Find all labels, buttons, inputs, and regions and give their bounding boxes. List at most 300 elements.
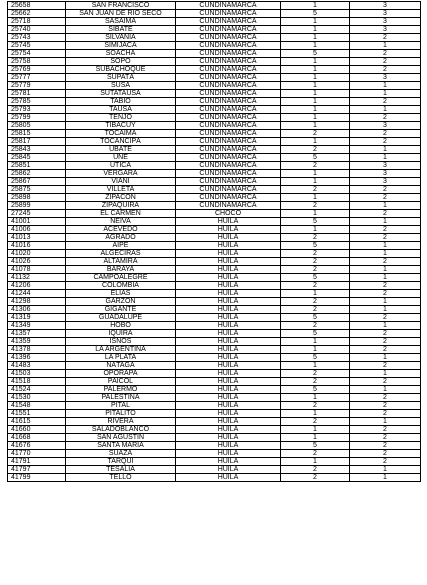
group-cell: 3 <box>350 122 421 130</box>
department-cell: HUILA <box>176 234 281 242</box>
group-cell: 2 <box>350 194 421 202</box>
category-cell: 2 <box>281 450 350 458</box>
municipality-code-cell: 41551 <box>8 410 66 418</box>
municipality-name-cell: VERGARA <box>66 170 176 178</box>
municipality-code-cell: 25658 <box>8 2 66 10</box>
municipality-code-cell: 41396 <box>8 354 66 362</box>
municipality-code-cell: 25817 <box>8 138 66 146</box>
table-row <box>8 106 421 114</box>
municipality-name-cell: SASAIMA <box>66 18 176 26</box>
municipality-code-cell: 41206 <box>8 282 66 290</box>
group-cell: 1 <box>350 474 421 482</box>
group-cell: 1 <box>350 250 421 258</box>
municipality-name-cell: PALERMO <box>66 386 176 394</box>
municipality-name-cell: TABIO <box>66 98 176 106</box>
department-cell: HUILA <box>176 362 281 370</box>
municipality-code-cell: 41349 <box>8 322 66 330</box>
department-cell: HUILA <box>176 474 281 482</box>
group-cell: 1 <box>350 370 421 378</box>
category-cell: 2 <box>281 130 350 138</box>
municipality-name-cell: ELÍAS <box>66 290 176 298</box>
municipality-name-cell: HOBO <box>66 322 176 330</box>
category-cell: 2 <box>281 162 350 170</box>
municipality-code-cell: 41791 <box>8 458 66 466</box>
category-cell: 5 <box>281 10 350 18</box>
municipality-name-cell: SALADOBLANCO <box>66 426 176 434</box>
municipality-name-cell: SUSA <box>66 82 176 90</box>
table-row <box>8 66 421 74</box>
group-cell: 3 <box>350 10 421 18</box>
table-row <box>8 226 421 234</box>
table-row <box>8 82 421 90</box>
group-cell: 1 <box>350 218 421 226</box>
table-row <box>8 194 421 202</box>
department-cell: HUILA <box>176 330 281 338</box>
municipality-code-cell: 41020 <box>8 250 66 258</box>
municipality-code-cell: 27245 <box>8 210 66 218</box>
municipality-name-cell: ACEVEDO <box>66 226 176 234</box>
department-cell: HUILA <box>176 298 281 306</box>
municipality-name-cell: ALGECIRAS <box>66 250 176 258</box>
municipality-code-cell: 41518 <box>8 378 66 386</box>
group-cell: 1 <box>350 106 421 114</box>
category-cell: 2 <box>281 402 350 410</box>
department-cell: CUNDINAMARCA <box>176 42 281 50</box>
table-row <box>8 290 421 298</box>
group-cell: 2 <box>350 138 421 146</box>
table-row <box>8 90 421 98</box>
municipality-code-cell: 41244 <box>8 290 66 298</box>
group-cell: 2 <box>350 314 421 322</box>
municipality-code-cell: 25781 <box>8 90 66 98</box>
department-cell: CUNDINAMARCA <box>176 130 281 138</box>
table-row <box>8 186 421 194</box>
municipality-code-cell: 25769 <box>8 66 66 74</box>
municipality-name-cell: LA PLATA <box>66 354 176 362</box>
category-cell: 1 <box>281 362 350 370</box>
category-cell: 1 <box>281 122 350 130</box>
group-cell: 3 <box>350 18 421 26</box>
municipality-code-cell: 25875 <box>8 186 66 194</box>
municipality-name-cell: SIBATÉ <box>66 26 176 34</box>
category-cell: 5 <box>281 314 350 322</box>
department-cell: CUNDINAMARCA <box>176 106 281 114</box>
table-row <box>8 274 421 282</box>
category-cell: 2 <box>281 474 350 482</box>
department-cell: HUILA <box>176 218 281 226</box>
category-cell: 2 <box>281 282 350 290</box>
table-row <box>8 426 421 434</box>
table-row <box>8 58 421 66</box>
table-row <box>8 162 421 170</box>
municipality-name-cell: PITALITO <box>66 410 176 418</box>
department-cell: CUNDINAMARCA <box>176 122 281 130</box>
department-cell: CUNDINAMARCA <box>176 98 281 106</box>
category-cell: 2 <box>281 418 350 426</box>
municipality-name-cell: ZIPAQUIRÁ <box>66 202 176 210</box>
group-cell: 3 <box>350 178 421 186</box>
municipality-name-cell: TENJO <box>66 114 176 122</box>
municipality-code-cell: 25777 <box>8 74 66 82</box>
group-cell: 2 <box>350 434 421 442</box>
category-cell: 1 <box>281 2 350 10</box>
table-row <box>8 26 421 34</box>
municipality-code-cell: 25843 <box>8 146 66 154</box>
group-cell: 2 <box>350 50 421 58</box>
department-cell: HUILA <box>176 394 281 402</box>
municipality-code-cell: 41319 <box>8 314 66 322</box>
municipality-code-cell: 41799 <box>8 474 66 482</box>
table-row <box>8 34 421 42</box>
group-cell: 1 <box>350 274 421 282</box>
department-cell: CHOCÓ <box>176 210 281 218</box>
group-cell: 1 <box>350 386 421 394</box>
category-cell: 1 <box>281 18 350 26</box>
group-cell: 2 <box>350 258 421 266</box>
group-cell: 1 <box>350 242 421 250</box>
municipality-name-cell: PALESTINA <box>66 394 176 402</box>
category-cell: 1 <box>281 178 350 186</box>
municipality-code-cell: 25718 <box>8 18 66 26</box>
table-row <box>8 242 421 250</box>
table-row <box>8 386 421 394</box>
table-row <box>8 122 421 130</box>
municipality-name-cell: TIBACUY <box>66 122 176 130</box>
municipality-code-cell: 41530 <box>8 394 66 402</box>
municipality-code-cell: 41298 <box>8 298 66 306</box>
municipality-name-cell: RIVERA <box>66 418 176 426</box>
municipality-code-cell: 25740 <box>8 26 66 34</box>
municipality-code-cell: 25754 <box>8 50 66 58</box>
table-row <box>8 466 421 474</box>
table-row <box>8 178 421 186</box>
category-cell: 2 <box>281 322 350 330</box>
category-cell: 1 <box>281 290 350 298</box>
municipality-code-cell: 25845 <box>8 154 66 162</box>
municipality-code-cell: 41001 <box>8 218 66 226</box>
municipality-code-cell: 41503 <box>8 370 66 378</box>
category-cell: 5 <box>281 50 350 58</box>
department-cell: CUNDINAMARCA <box>176 138 281 146</box>
category-cell: 1 <box>281 66 350 74</box>
municipality-name-cell: TAUSA <box>66 106 176 114</box>
municipality-code-cell: 41016 <box>8 242 66 250</box>
category-cell: 1 <box>281 170 350 178</box>
department-cell: HUILA <box>176 458 281 466</box>
municipality-name-cell: PITAL <box>66 402 176 410</box>
municipality-name-cell: SOACHA <box>66 50 176 58</box>
department-cell: HUILA <box>176 410 281 418</box>
department-cell: HUILA <box>176 354 281 362</box>
table-row <box>8 282 421 290</box>
department-cell: HUILA <box>176 242 281 250</box>
table-row <box>8 354 421 362</box>
table-row <box>8 410 421 418</box>
table-row <box>8 346 421 354</box>
table-row <box>8 338 421 346</box>
table-row <box>8 442 421 450</box>
department-cell: CUNDINAMARCA <box>176 202 281 210</box>
group-cell: 3 <box>350 162 421 170</box>
table-row <box>8 266 421 274</box>
table-row <box>8 250 421 258</box>
table-row <box>8 98 421 106</box>
group-cell: 3 <box>350 170 421 178</box>
municipality-code-cell: 25758 <box>8 58 66 66</box>
category-cell: 1 <box>281 82 350 90</box>
group-cell: 1 <box>350 154 421 162</box>
department-cell: HUILA <box>176 266 281 274</box>
municipality-code-cell: 41770 <box>8 450 66 458</box>
municipality-name-cell: SIMIJACA <box>66 42 176 50</box>
table-row <box>8 298 421 306</box>
category-cell: 1 <box>281 458 350 466</box>
municipality-code-cell: 41359 <box>8 338 66 346</box>
group-cell: 2 <box>350 426 421 434</box>
municipality-code-cell: 25743 <box>8 34 66 42</box>
municipality-name-cell: ISNOS <box>66 338 176 346</box>
municipality-name-cell: SAN JUAN DE RÍO SECO <box>66 10 176 18</box>
category-cell: 1 <box>281 434 350 442</box>
department-cell: CUNDINAMARCA <box>176 170 281 178</box>
municipality-code-cell: 41378 <box>8 346 66 354</box>
municipality-code-cell: 41026 <box>8 258 66 266</box>
municipality-code-cell: 41797 <box>8 466 66 474</box>
table-row <box>8 210 421 218</box>
municipality-name-cell: GUADALUPE <box>66 314 176 322</box>
municipality-code-cell: 41668 <box>8 434 66 442</box>
municipality-name-cell: PAICOL <box>66 378 176 386</box>
municipality-code-cell: 25851 <box>8 162 66 170</box>
category-cell: 2 <box>281 250 350 258</box>
municipality-code-cell: 25805 <box>8 122 66 130</box>
table-row <box>8 10 421 18</box>
department-cell: HUILA <box>176 378 281 386</box>
municipality-name-cell: AIPE <box>66 242 176 250</box>
municipality-name-cell: SANTA MARÍA <box>66 442 176 450</box>
table-row <box>8 330 421 338</box>
group-cell: 3 <box>350 2 421 10</box>
department-cell: HUILA <box>176 250 281 258</box>
table-row <box>8 42 421 50</box>
table-row <box>8 202 421 210</box>
municipality-name-cell: SAN FRANCISCO <box>66 2 176 10</box>
municipality-code-cell: 41078 <box>8 266 66 274</box>
department-cell: CUNDINAMARCA <box>176 26 281 34</box>
department-cell: CUNDINAMARCA <box>176 34 281 42</box>
group-cell: 1 <box>350 322 421 330</box>
group-cell: 1 <box>350 146 421 154</box>
municipality-name-cell: SUPATÁ <box>66 74 176 82</box>
category-cell: 1 <box>281 106 350 114</box>
table-row <box>8 170 421 178</box>
category-cell: 1 <box>281 42 350 50</box>
department-cell: CUNDINAMARCA <box>176 146 281 154</box>
group-cell: 3 <box>350 74 421 82</box>
department-cell: HUILA <box>176 434 281 442</box>
table-row <box>8 18 421 26</box>
category-cell: 2 <box>281 298 350 306</box>
category-cell: 2 <box>281 466 350 474</box>
department-cell: HUILA <box>176 282 281 290</box>
municipality-name-cell: VIANÍ <box>66 178 176 186</box>
category-cell: 1 <box>281 34 350 42</box>
group-cell: 2 <box>350 234 421 242</box>
municipality-code-cell: 41524 <box>8 386 66 394</box>
group-cell: 1 <box>350 202 421 210</box>
group-cell: 3 <box>350 26 421 34</box>
municipality-name-cell: SILVANIA <box>66 34 176 42</box>
group-cell: 2 <box>350 186 421 194</box>
category-cell: 2 <box>281 306 350 314</box>
department-cell: HUILA <box>176 306 281 314</box>
category-cell: 1 <box>281 26 350 34</box>
municipality-code-cell: 41548 <box>8 402 66 410</box>
department-cell: CUNDINAMARCA <box>176 58 281 66</box>
department-cell: CUNDINAMARCA <box>176 186 281 194</box>
table-row <box>8 450 421 458</box>
table-row <box>8 50 421 58</box>
municipality-code-cell: 25662 <box>8 10 66 18</box>
table-row <box>8 146 421 154</box>
group-cell: 2 <box>350 34 421 42</box>
table-row <box>8 378 421 386</box>
municipality-name-cell: SUBACHOQUE <box>66 66 176 74</box>
municipality-name-cell: TELLO <box>66 474 176 482</box>
department-cell: HUILA <box>176 338 281 346</box>
category-cell: 1 <box>281 210 350 218</box>
group-cell: 1 <box>350 298 421 306</box>
table-row <box>8 114 421 122</box>
table-row <box>8 138 421 146</box>
group-cell: 2 <box>350 402 421 410</box>
group-cell: 2 <box>350 290 421 298</box>
group-cell: 2 <box>350 394 421 402</box>
category-cell: 5 <box>281 386 350 394</box>
category-cell: 5 <box>281 242 350 250</box>
municipality-name-cell: ÚTICA <box>66 162 176 170</box>
municipality-name-cell: TARQUI <box>66 458 176 466</box>
category-cell: 5 <box>281 354 350 362</box>
group-cell: 2 <box>350 362 421 370</box>
group-cell: 2 <box>350 66 421 74</box>
municipality-code-cell: 25779 <box>8 82 66 90</box>
table-row <box>8 458 421 466</box>
municipality-name-cell: UNE <box>66 154 176 162</box>
category-cell: 1 <box>281 98 350 106</box>
category-cell: 1 <box>281 90 350 98</box>
category-cell: 2 <box>281 266 350 274</box>
municipality-name-cell: NEIVA <box>66 218 176 226</box>
category-cell: 5 <box>281 442 350 450</box>
table-row <box>8 218 421 226</box>
municipality-name-cell: AGRADO <box>66 234 176 242</box>
category-cell: 1 <box>281 194 350 202</box>
category-cell: 5 <box>281 154 350 162</box>
category-cell: 1 <box>281 394 350 402</box>
table-row <box>8 370 421 378</box>
category-cell: 1 <box>281 226 350 234</box>
municipality-name-cell: VILLETA <box>66 186 176 194</box>
category-cell: 2 <box>281 370 350 378</box>
category-cell: 2 <box>281 234 350 242</box>
municipality-code-cell: 41013 <box>8 234 66 242</box>
table-row <box>8 258 421 266</box>
municipality-name-cell: TESALIA <box>66 466 176 474</box>
department-cell: HUILA <box>176 322 281 330</box>
municipality-code-cell: 25785 <box>8 98 66 106</box>
municipality-code-cell: 41006 <box>8 226 66 234</box>
department-cell: CUNDINAMARCA <box>176 2 281 10</box>
municipality-name-cell: SUAZA <box>66 450 176 458</box>
group-cell: 1 <box>350 354 421 362</box>
municipality-name-cell: SAN AGUSTÍN <box>66 434 176 442</box>
municipality-code-cell: 41357 <box>8 330 66 338</box>
group-cell: 2 <box>350 410 421 418</box>
municipality-name-cell: SOPÓ <box>66 58 176 66</box>
group-cell: 2 <box>350 210 421 218</box>
municipality-name-cell: CAMPOALEGRE <box>66 274 176 282</box>
municipality-code-cell: 25815 <box>8 130 66 138</box>
department-cell: CUNDINAMARCA <box>176 74 281 82</box>
department-cell: HUILA <box>176 226 281 234</box>
municipality-name-cell: COLOMBIA <box>66 282 176 290</box>
table-row <box>8 474 421 482</box>
group-cell: 2 <box>350 458 421 466</box>
municipality-code-cell: 41132 <box>8 274 66 282</box>
table-row <box>8 418 421 426</box>
category-cell: 1 <box>281 410 350 418</box>
table-row <box>8 402 421 410</box>
category-cell: 5 <box>281 218 350 226</box>
department-cell: HUILA <box>176 466 281 474</box>
municipality-name-cell: ZIPACÓN <box>66 194 176 202</box>
department-cell: CUNDINAMARCA <box>176 162 281 170</box>
group-cell: 2 <box>350 330 421 338</box>
category-cell: 1 <box>281 114 350 122</box>
department-cell: CUNDINAMARCA <box>176 90 281 98</box>
group-cell: 2 <box>350 346 421 354</box>
department-cell: HUILA <box>176 402 281 410</box>
municipality-name-cell: EL CARMEN <box>66 210 176 218</box>
municipality-code-cell: 41306 <box>8 306 66 314</box>
table-row <box>8 362 421 370</box>
group-cell: 1 <box>350 266 421 274</box>
department-cell: HUILA <box>176 258 281 266</box>
department-cell: CUNDINAMARCA <box>176 194 281 202</box>
category-cell: 5 <box>281 330 350 338</box>
department-cell: HUILA <box>176 370 281 378</box>
table-row <box>8 154 421 162</box>
municipality-name-cell: NÁTAGA <box>66 362 176 370</box>
department-cell: HUILA <box>176 346 281 354</box>
category-cell: 1 <box>281 338 350 346</box>
table-row <box>8 2 421 10</box>
group-cell: 2 <box>350 378 421 386</box>
municipality-code-cell: 25898 <box>8 194 66 202</box>
category-cell: 5 <box>281 274 350 282</box>
category-cell: 1 <box>281 58 350 66</box>
municipality-code-cell: 25862 <box>8 170 66 178</box>
municipality-name-cell: TOCANCIPÁ <box>66 138 176 146</box>
department-cell: HUILA <box>176 426 281 434</box>
department-cell: CUNDINAMARCA <box>176 66 281 74</box>
table-row <box>8 394 421 402</box>
group-cell: 2 <box>350 338 421 346</box>
municipality-code-cell: 41483 <box>8 362 66 370</box>
municipality-code-cell: 25793 <box>8 106 66 114</box>
category-cell: 1 <box>281 426 350 434</box>
